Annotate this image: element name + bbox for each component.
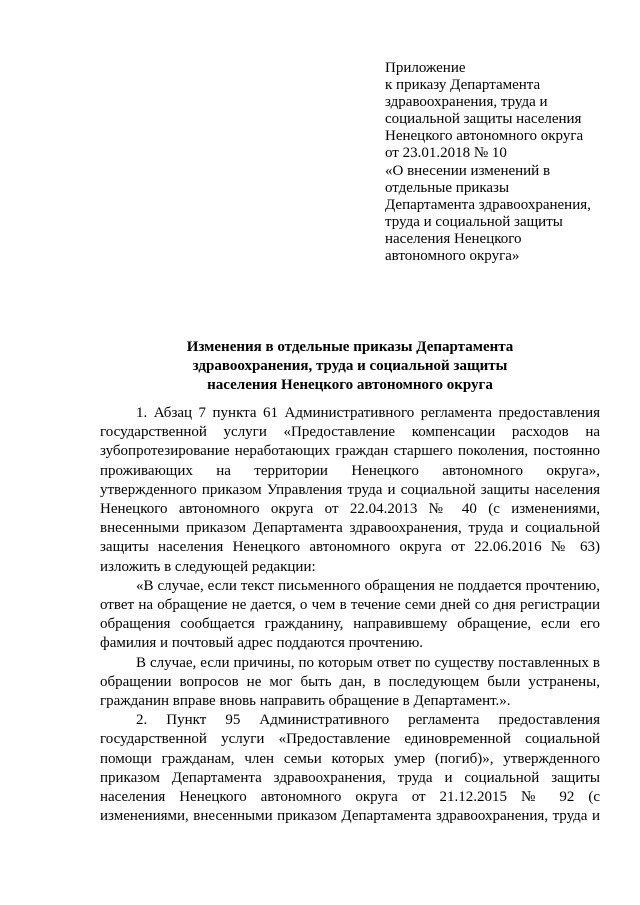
title-line: населения Ненецкого автономного округа — [207, 377, 493, 393]
appendix-line: Департамента здравоохранения, — [385, 196, 591, 213]
appendix-line: Ненецкого автономного округа — [385, 128, 584, 145]
appendix-line: «О внесении изменений в — [385, 162, 551, 179]
appendix-line: отдельные приказы — [385, 179, 510, 196]
appendix-line: населения Ненецкого — [385, 230, 522, 247]
appendix-line: здравоохранения, труда и — [385, 94, 548, 111]
paragraph-item-2: 2. Пункт 95 Административного регламента предоставления государственной услуги «Предоставление единовременной социальной помощи гражданам, член семьи которых умер (погиб)», утвержденного приказом Департамента здравоохранения, труда и социальной защиты населения Ненецкого автономного округа от 21.12.2015 № 92 (с изменениями, внесенными приказом Департамента здравоохранения, труда и — [100, 712, 600, 825]
appendix-header — [385, 60, 625, 265]
appendix-line: социальной защиты населения — [385, 111, 582, 128]
title-line: Изменения в отдельные приказы Департамента — [186, 339, 514, 355]
appendix-line: труда и социальной защиты — [385, 213, 563, 230]
appendix-line: от 23.01.2018 № 10 — [385, 145, 507, 162]
quoted-paragraph-continuation: В случае, если причины, по которым ответ по существу поставленных в обращении вопросов не мог быть дан, в последующем были устранены, гражданин вправе вновь направить обращение в Департамент.». — [100, 654, 600, 710]
title-line: здравоохранения, труда и социальной защиты — [192, 358, 508, 374]
quoted-paragraph: «В случае, если текст письменного обращения не поддается прочтению, ответ на обращение не дается, о чем в течение семи дней со дня регистрации обращения сообщается гражданину, направившему обращение, если его фамилия и почтовый адрес поддаются прочтению. — [100, 577, 600, 652]
document-title — [100, 338, 600, 395]
paragraph-item-1: 1. Абзац 7 пункта 61 Административного регламента предоставления государственной услуги «Предоставление компенсации расходов на зубопротезирование неработающих граждан старшего поколения, постоянно проживающих на территории Ненецкого автономного округа», утвержденного приказом Управления труда и социальной защиты населения Ненецкого автономного округа от 22.04.2013 № 40 (с изменениями, внесенными приказом Департамента здравоохранения, труда и социальной защиты населения Ненецкого автономного округа от 22.06.2016 № 63) изложить в следующей редакции: — [100, 405, 600, 575]
appendix-line: автономного округа» — [385, 248, 520, 265]
appendix-line: к приказу Департамента — [385, 77, 541, 94]
document-body — [100, 404, 600, 826]
appendix-line: Приложение — [385, 60, 466, 76]
